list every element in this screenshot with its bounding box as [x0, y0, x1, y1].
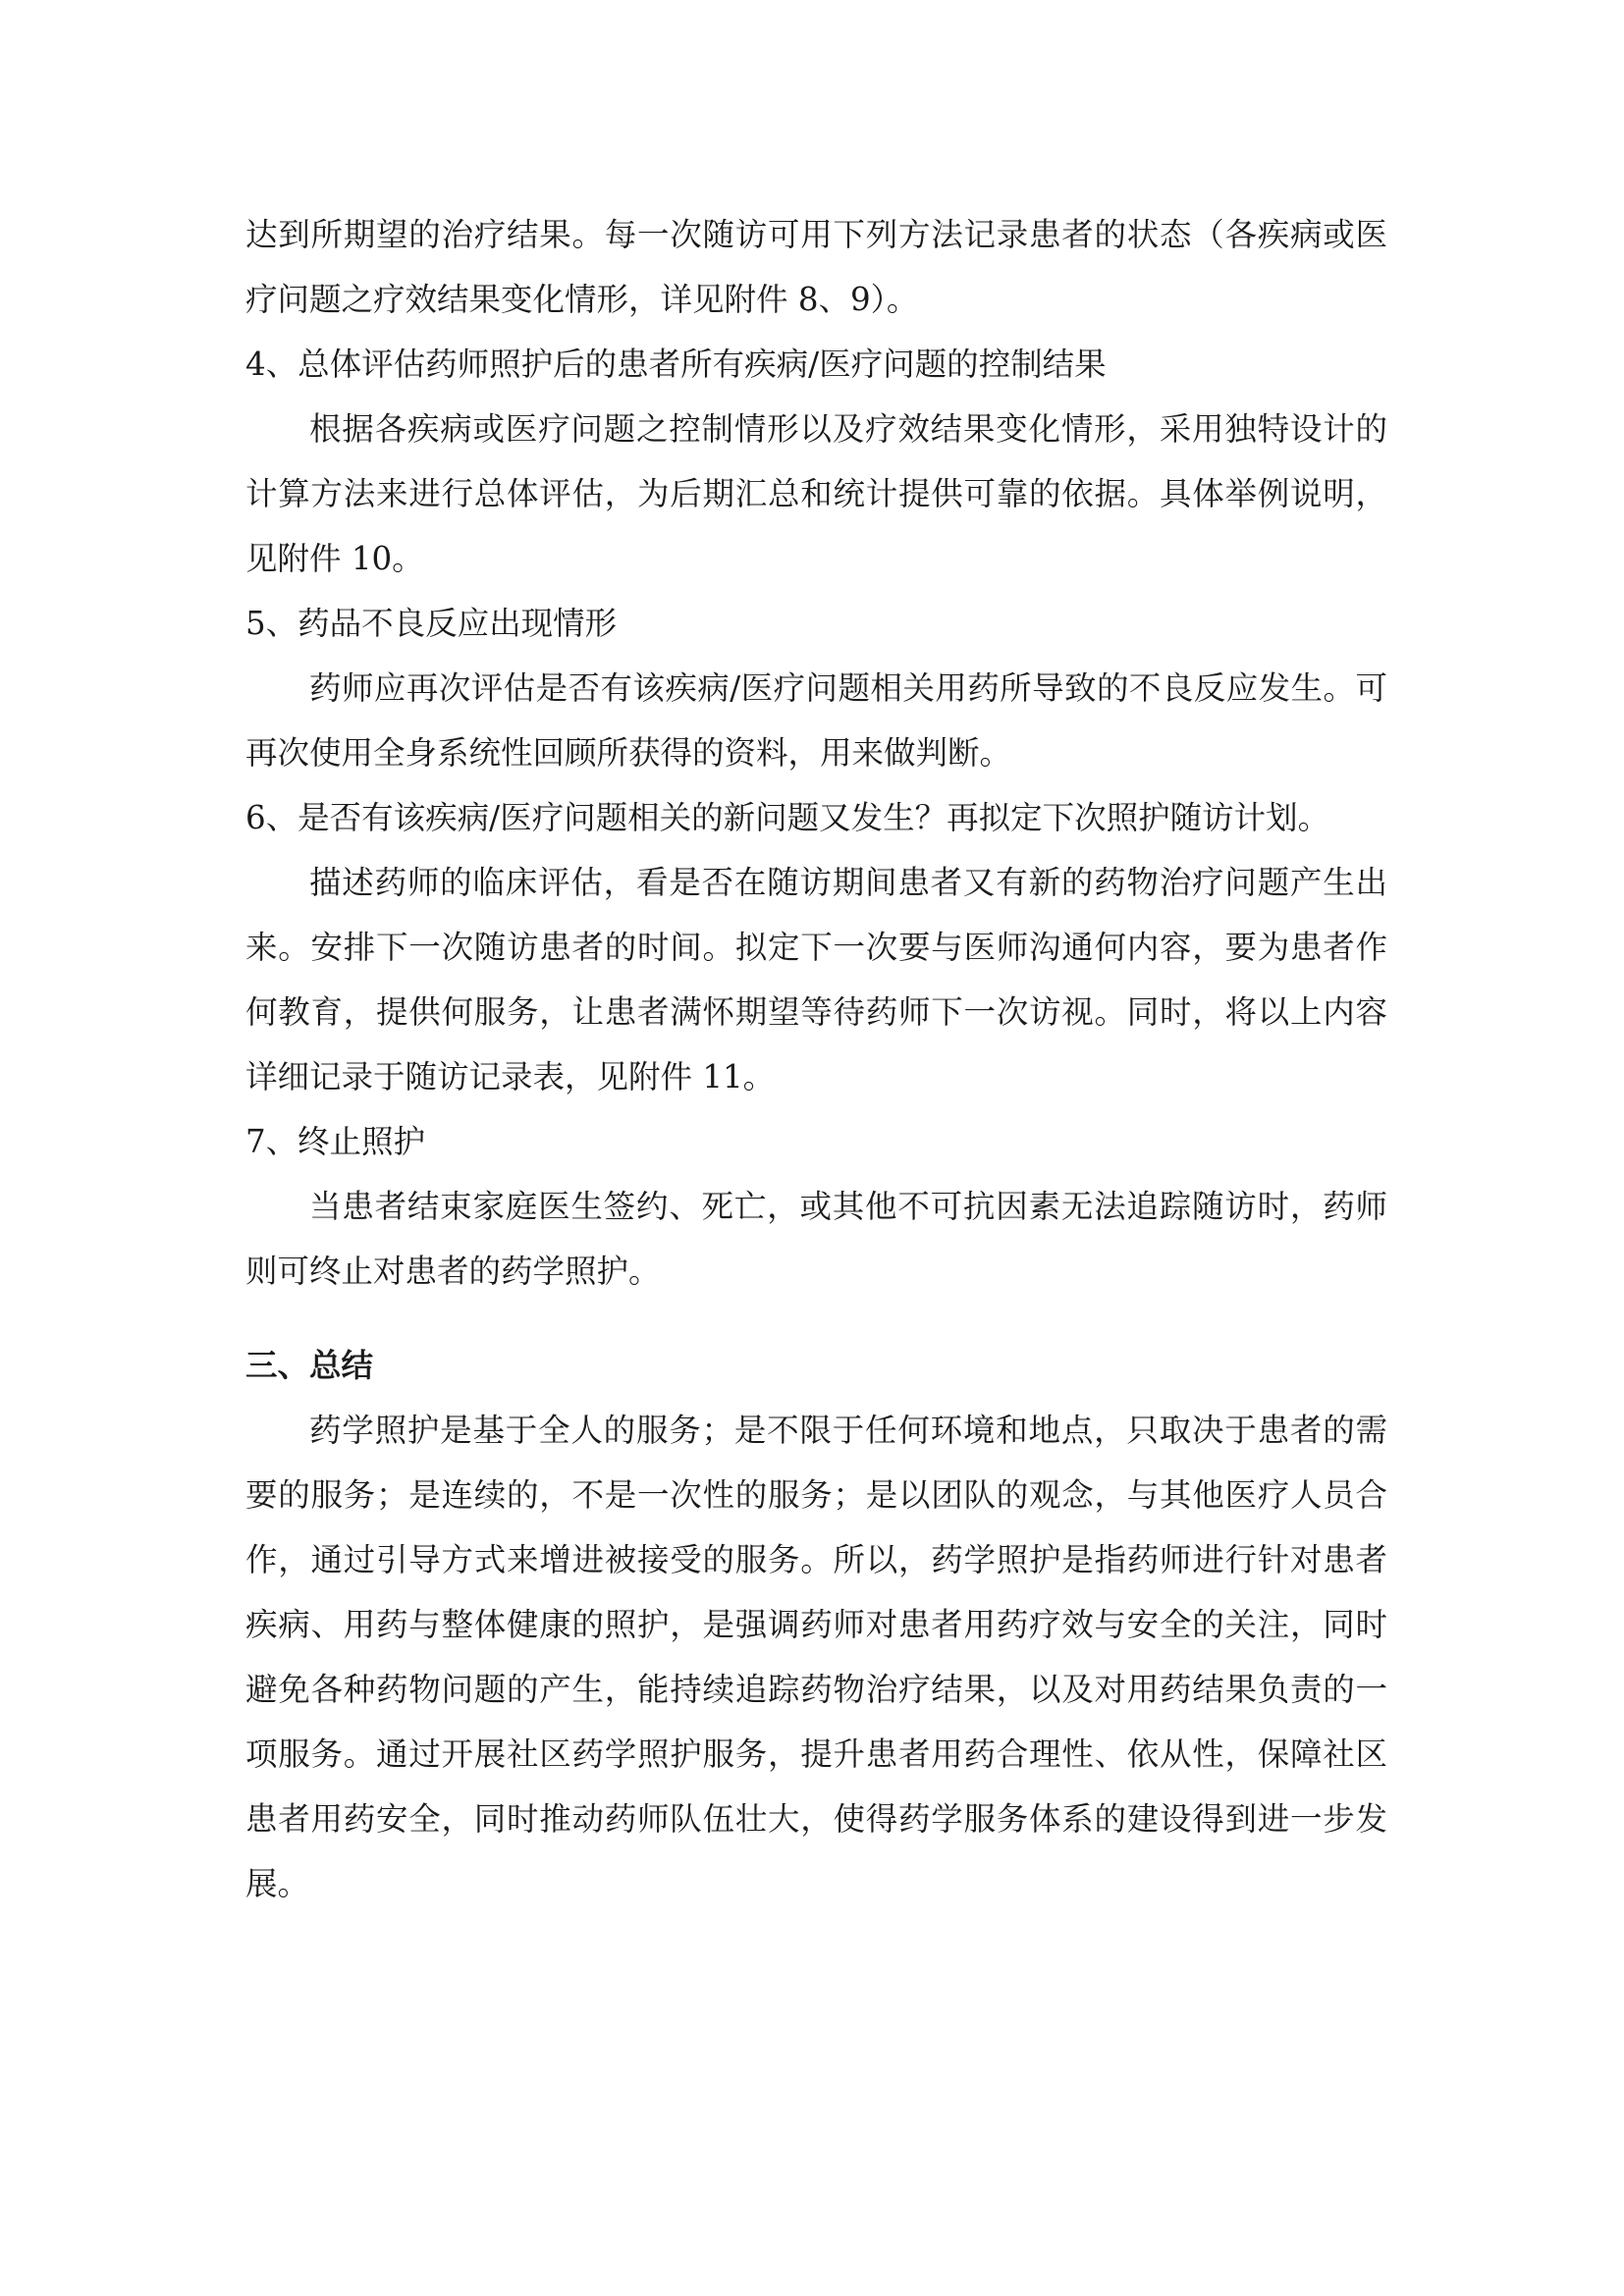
paragraph-new-problems: 描述药师的临床评估，看是否在随访期间患者又有新的药物治疗问题产生出来。安排下一次随访患者的时间。拟定下一次要与医师沟通何内容，要为患者作何教育，提供何服务，让患者满怀期望等待药师下一次访视。同时，将以上内容详细记录于随访记录表，见附件 11。	[245, 864, 1387, 1095]
paragraph-adverse-reaction: 药师应再次评估是否有该疾病/医疗问题相关用药所导致的不良反应发生。可再次使用全身系统性回顾所获得的资料，用来做判断。	[245, 669, 1387, 772]
paragraph-continued: 达到所期望的治疗结果。每一次随访可用下列方法记录患者的状态（各疾病或医疗问题之疗效结果变化情形，详见附件 8、9）。	[245, 216, 1387, 318]
paragraph-terminate-care: 当患者结束家庭医生签约、死亡，或其他不可抗因素无法追踪随访时，药师则可终止对患者的药学照护。	[245, 1188, 1387, 1290]
paragraph-summary: 药学照护是基于全人的服务；是不限于任何环境和地点，只取决于患者的需要的服务；是连续的，不是一次性的服务；是以团队的观念，与其他医疗人员合作，通过引导方式来增进被接受的服务。所以，药学照护是指药师进行针对患者疾病、用药与整体健康的照护，是强调药师对患者用药疗效与安全的关注，同时避免各种药物问题的产生，能持续追踪药物治疗结果，以及对用药结果负责的一项服务。通过开展社区药学照护服务，提升患者用药合理性、依从性，保障社区患者用药安全，同时推动药师队伍壮大，使得药学服务体系的建设得到进一步发展。	[245, 1412, 1387, 1902]
section-heading-summary: 三、总结	[245, 1347, 374, 1384]
item-heading-5: 5、药品不良反应出现情形	[245, 605, 618, 642]
item-heading-4: 4、总体评估药师照护后的患者所有疾病/医疗问题的控制结果	[245, 346, 1107, 383]
paragraph-overall-evaluation: 根据各疾病或医疗问题之控制情形以及疗效结果变化情形，采用独特设计的计算方法来进行总体评估，为后期汇总和统计提供可靠的依据。具体举例说明，见附件 10。	[245, 410, 1387, 577]
item-heading-6: 6、是否有该疾病/医疗问题相关的新问题又发生？再拟定下次照护随访计划。	[245, 799, 1330, 836]
document-body	[245, 202, 1387, 1916]
item-heading-7: 7、终止照护	[245, 1123, 426, 1160]
